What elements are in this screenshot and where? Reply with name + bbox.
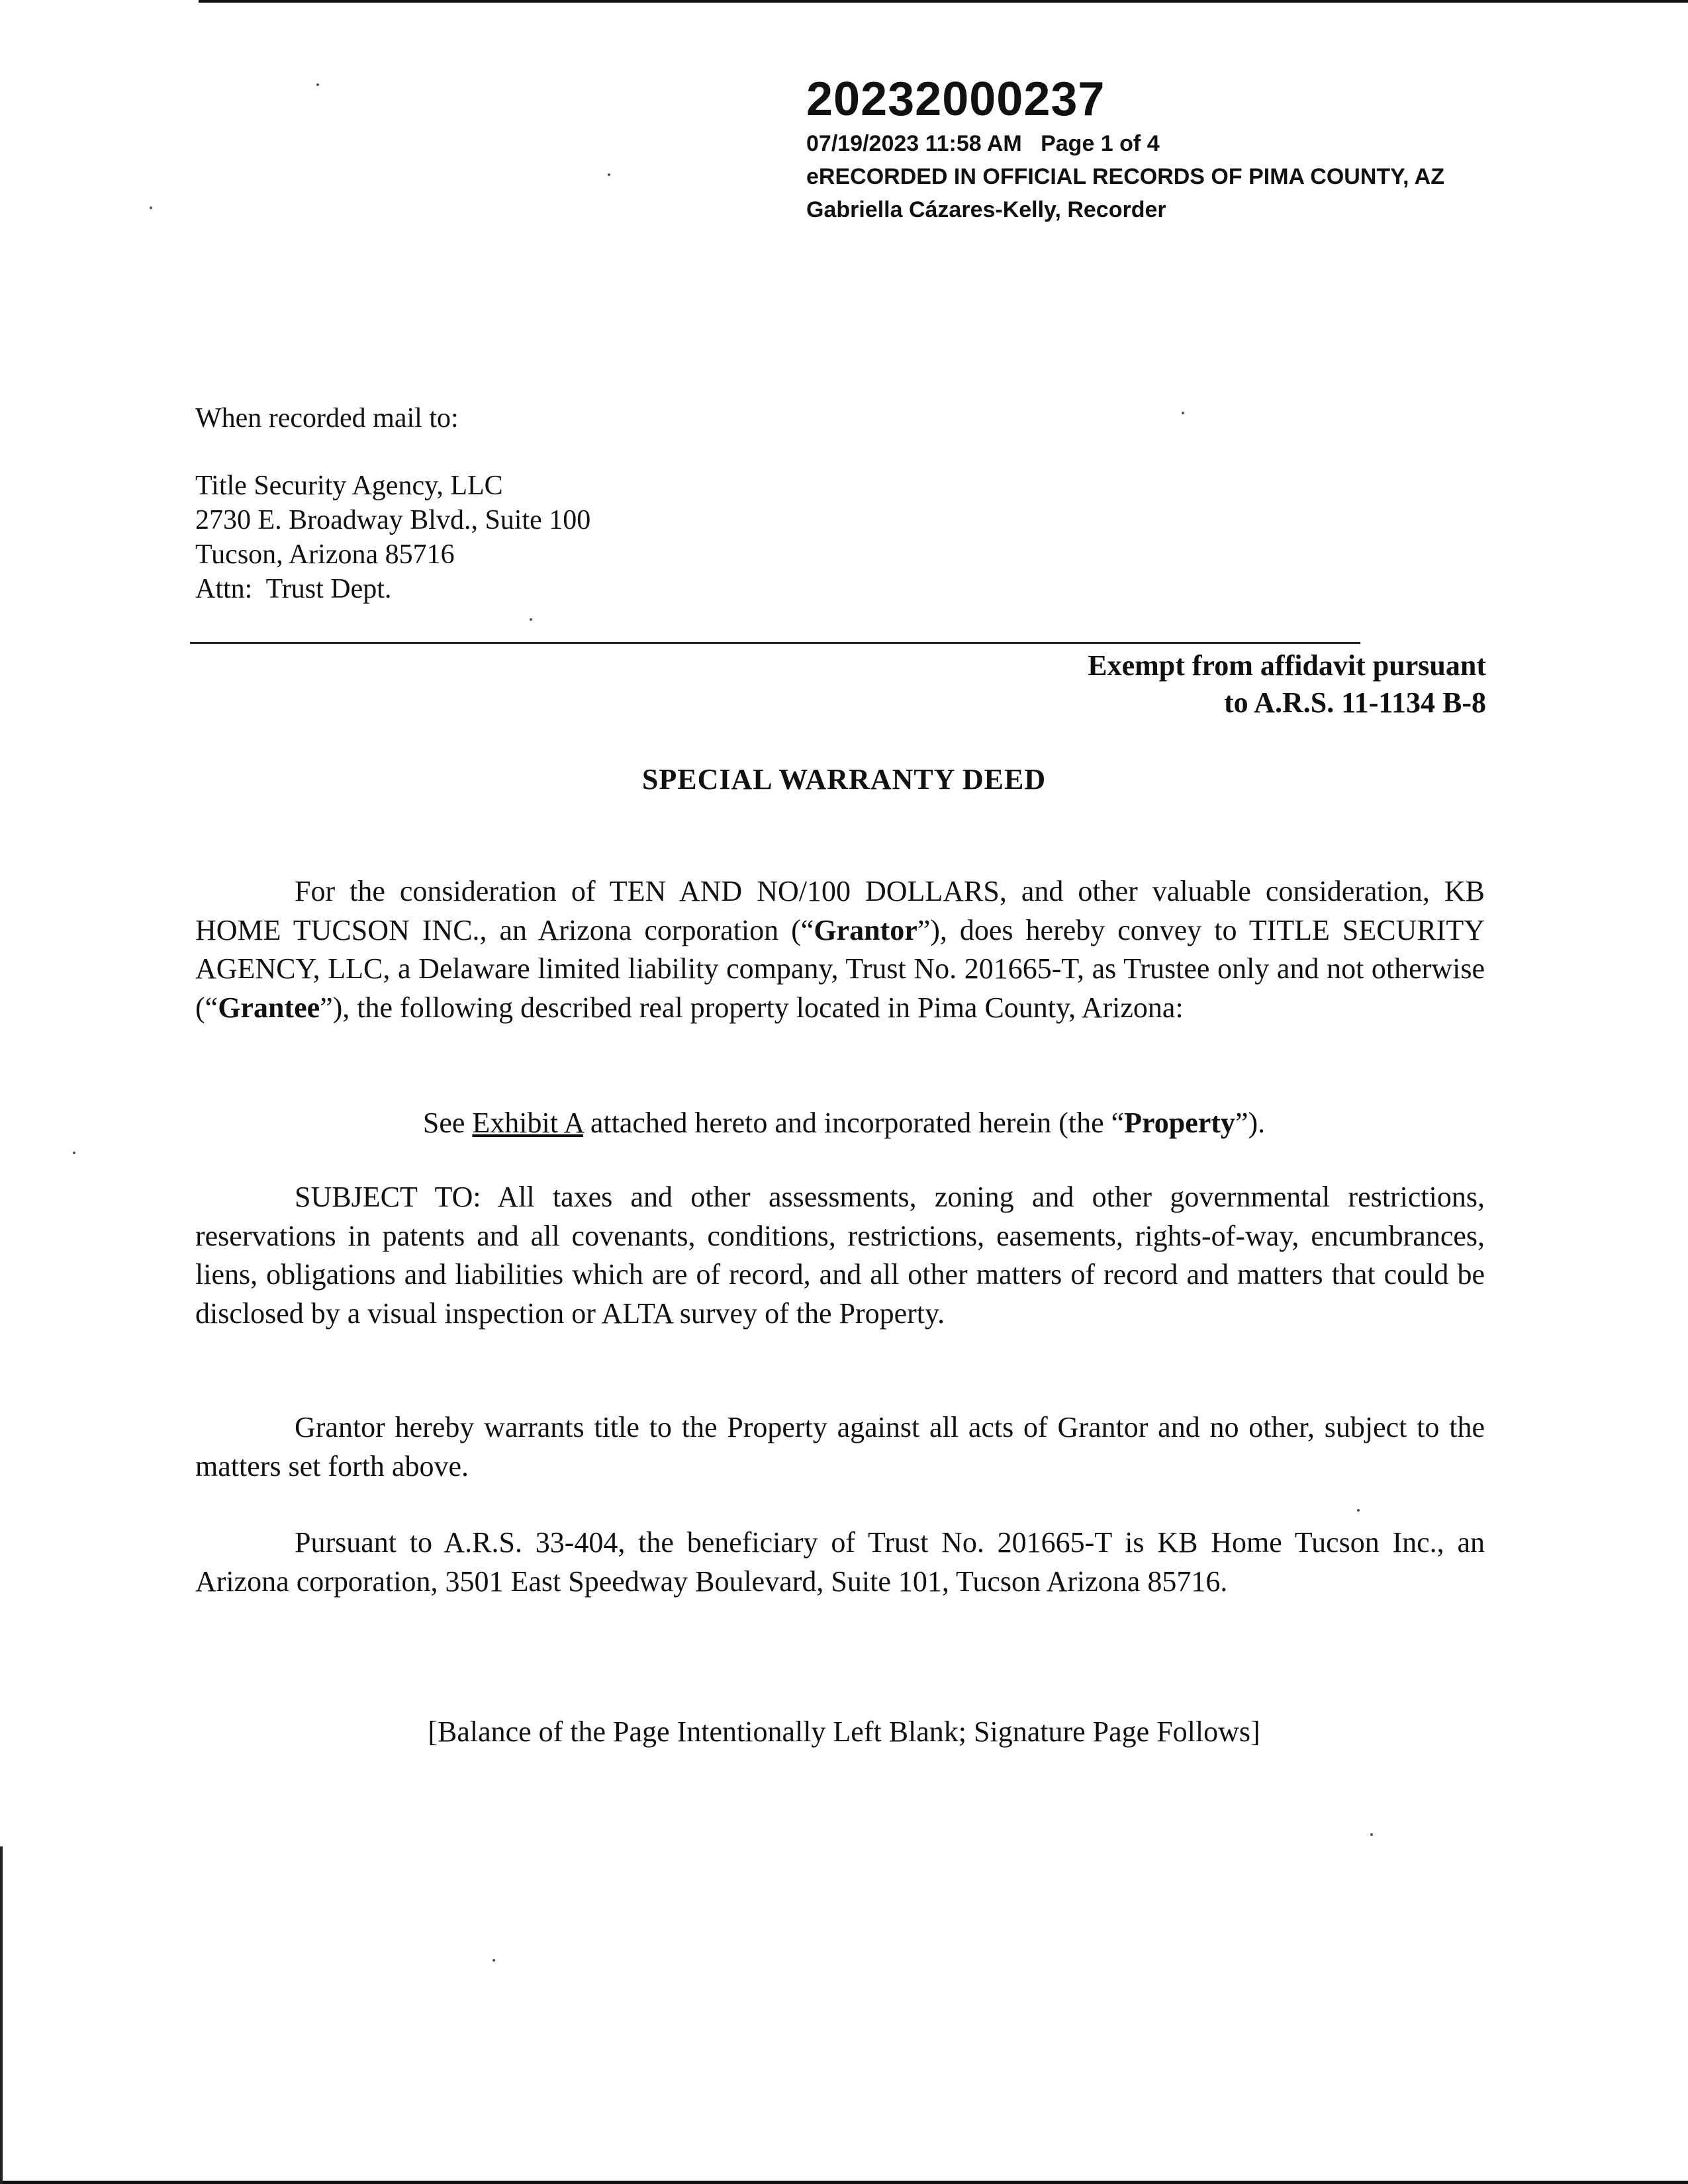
scan-bottom-edge bbox=[0, 2181, 1688, 2184]
scan-speck bbox=[150, 206, 152, 209]
subject-to-text: SUBJECT TO: All taxes and other assessments, zoning and other governmental restrictions, reservations in patents and all covenants, conditions, restrictions, easements, rights-of-way, encumbrances, liens, obligations and liabilities which are of record, and all other matters of record and matters that could be disclosed by a visual inspection or ALTA survey of the Property. bbox=[195, 1181, 1485, 1330]
address-line: Attn: Trust Dept. bbox=[195, 574, 392, 604]
scan-speck bbox=[1182, 412, 1184, 414]
mail-to-heading: When recorded mail to: bbox=[195, 403, 459, 433]
address-line: Tucson, Arizona 85716 bbox=[195, 539, 455, 570]
scan-speck bbox=[530, 618, 532, 621]
exempt-line-2: to A.R.S. 11-1134 B-8 bbox=[1223, 686, 1486, 719]
exempt-line-1: Exempt from affidavit pursuant bbox=[1088, 649, 1486, 682]
beneficiary-paragraph bbox=[195, 1524, 1485, 1601]
exhibit-reference-line bbox=[0, 1104, 1688, 1142]
scan-left-edge bbox=[0, 1846, 3, 2184]
consideration-paragraph bbox=[195, 872, 1485, 1027]
scan-speck bbox=[73, 1152, 75, 1154]
mail-to-block bbox=[195, 401, 590, 606]
recording-number: 20232000237 bbox=[806, 73, 1105, 126]
warranty-paragraph bbox=[195, 1408, 1485, 1486]
property-term: Property bbox=[1124, 1107, 1235, 1139]
consideration-text: ”), the following described real property located in Pima County, Arizona: bbox=[320, 991, 1184, 1024]
warranty-text: Grantor hereby warrants title to the Property against all acts of Grantor and no other, subject to the matters set forth above. bbox=[195, 1411, 1485, 1482]
recording-stamp bbox=[806, 71, 1444, 226]
scan-speck bbox=[1370, 1833, 1373, 1836]
scan-speck bbox=[608, 173, 610, 176]
exhibit-text: ”). bbox=[1235, 1107, 1266, 1139]
exempt-notice bbox=[1088, 647, 1486, 721]
recording-datetime-page: 07/19/2023 11:58 AM Page 1 of 4 bbox=[806, 131, 1160, 156]
recorder-name: Gabriella Cázares-Kelly, Recorder bbox=[806, 197, 1166, 222]
grantor-term: Grantor bbox=[814, 913, 917, 946]
horizontal-rule bbox=[190, 642, 1360, 644]
consideration-text: For the consideration of TEN AND NO/100 DOLLARS, and other valuable consideration, KB HOME TUCSON INC., an Arizona corporation (“ bbox=[195, 875, 1485, 946]
scan-speck bbox=[1357, 1509, 1360, 1512]
address-line: Title Security Agency, LLC bbox=[195, 471, 503, 501]
beneficiary-text: Pursuant to A.R.S. 33-404, the beneficiary of Trust No. 201665-T is KB Home Tucson Inc., an Arizona corporation, 3501 East Speedway Boulevard, Suite 101, Tucson Arizona 85716. bbox=[195, 1526, 1485, 1598]
consideration-text: ”), does hereby convey to TITLE SECURITY AGENCY, LLC, a Delaware limited liability company, Trust No. 201665-T, as Trustee only and not otherwise (“ bbox=[195, 913, 1485, 1024]
address-line: 2730 E. Broadway Blvd., Suite 100 bbox=[195, 505, 591, 535]
mail-to-address bbox=[195, 469, 590, 606]
exhibit-text: See bbox=[422, 1107, 473, 1139]
scan-top-edge bbox=[199, 0, 1688, 3]
balance-note: [Balance of the Page Intentionally Left Blank; Signature Page Follows] bbox=[428, 1715, 1260, 1748]
scan-speck bbox=[316, 83, 319, 86]
recorded-in-official-records: eRECORDED IN OFFICIAL RECORDS OF PIMA COUNTY, AZ bbox=[806, 164, 1445, 189]
grantee-term: Grantee bbox=[218, 991, 320, 1024]
subject-to-paragraph bbox=[195, 1178, 1485, 1333]
exhibit-a-reference: Exhibit A bbox=[472, 1107, 583, 1139]
scan-speck bbox=[492, 1959, 495, 1962]
document-title: SPECIAL WARRANTY DEED bbox=[641, 763, 1047, 796]
exhibit-text: attached hereto and incorporated herein (the “ bbox=[583, 1107, 1125, 1139]
